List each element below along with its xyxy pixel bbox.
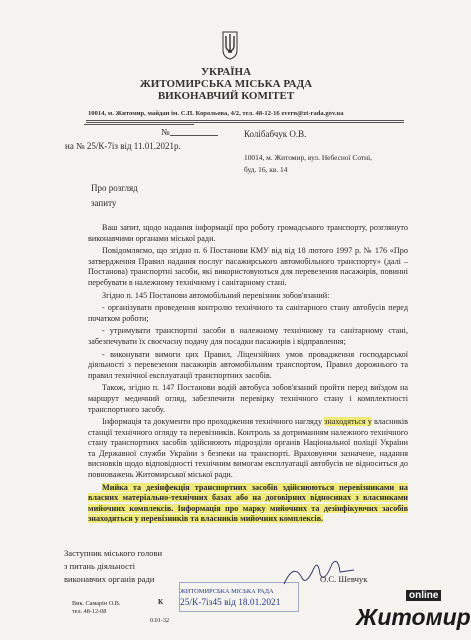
council-title: ЖИТОМИРСЬКА МІСЬКА РАДА (139, 78, 313, 90)
form-code: 0.01-32 (150, 617, 170, 624)
body-paragraph: - утримувати транспортні засоби в належному технічному та санітарному стані, забезпечувати їх своєчасну подачу для посадки пасажирів і відправлення; (88, 326, 408, 346)
committee-title: ВИКОНАВЧИЙ КОМІТЕТ (157, 90, 295, 102)
executor-name: Вик. Самарін О.В. (72, 600, 121, 607)
body-paragraph: - виконувати вимоги цих Правил, Ліцензійних умов провадження господарської діяльності з перевезення пасажирів автомобільним транспортом, Правил дорожнього та правил технічної експлуатації транспортних засобів. (88, 349, 408, 380)
letter-body (88, 223, 408, 527)
signatory-title-line: Заступник міського голови (64, 548, 163, 558)
signer-name: О.С. Шевчук (320, 574, 368, 584)
outgoing-number-label: № (161, 127, 170, 137)
recipient-address-line: 10014, м. Житомир, вул. Небесної Сотні, (244, 153, 373, 162)
body-paragraph: Ваш запит, щодо надання інформації про роботу громадського транспорту, розглянуто виконавчими органами міської ради. (88, 223, 408, 243)
k-mark: К (158, 598, 164, 606)
sender-address: 10014, м. Житомир, майдан ім. С.П. Корольова, 4/2, тел. 48-12-16 zvern@zt-rada.gov.ua (88, 110, 344, 117)
highlighted-text: Мийка та дезінфекція транспортних засобів здійснюються перевізниками на власних матеріально-технічних базах або на договірних відносинах з власниками мийочних комплексів. Інформація про марку мийочних та дезінфікуючих засобів знаходяться у перевізників та власників мийочних комплексів. (88, 482, 408, 524)
trident-coat-of-arms-icon (222, 30, 238, 60)
incoming-reference: на № 25/К-7із від 11.01.2021р. (65, 141, 181, 151)
date-blank-line (84, 124, 194, 125)
signatory-title-line: виконавчих органів ради (64, 574, 155, 584)
header-divider-bottom (86, 122, 404, 123)
watermark-logo-word: Житомир (356, 604, 471, 630)
body-paragraph: Повідомляємо, що згідно п. 6 Постанови КМУ від від 18 лютого 1997 р. № 176 «Про затвердження Правил надання послуг пасажирського автомобільного транспорту» (далі – Постанова) транспортні засоби, які використовуються для перевезення пасажирів, повинні перебувати в належному технічному і санітарному стані. (88, 246, 408, 287)
stamp-registration-number: 25/К-7із45 від 18.01.2021 (180, 598, 281, 608)
executor-phone: тел. 48-12-08 (72, 608, 107, 615)
stamp-issuer: ЖИТОМИРСЬКА МІСЬКА РАДА (180, 588, 274, 595)
country-title: УКРАЇНА (200, 66, 252, 78)
body-paragraph: Згідно п. 145 Постанови автомобільний перевізник зобов'язаний: (102, 290, 330, 300)
highlighted-text: знаходяться у (324, 417, 372, 427)
body-paragraph-highlighted (88, 483, 408, 525)
subject-line: Про розгляд (91, 183, 138, 193)
body-text: власників станції технічного огляду та перевізників. Контроль за дотриманням належного технічного стану транспортних засобів здійснюють підрозділи органів Національної поліції України та Державної служби України з безпеки на транспорті. Враховуючи зазначене, надання висновків щодо відповідності технічним вимогам експлуатації автобусів не відноситься до повноважень Житомирської міської ради. (88, 417, 408, 480)
body-paragraph: Також, згідно п. 147 Постанови водій автобуса зобов'язаний пройти перед виїздом на маршрут медичний огляд, забезпечити перевірку технічного стану і комплектності транспортного засобу. (88, 383, 408, 414)
recipient-name: Колібабчук О.В. (244, 129, 307, 139)
signatory-title-line: з питань діяльності (64, 561, 136, 571)
recipient-address-line: буд. 16, кв. 14 (244, 165, 288, 174)
body-paragraph (88, 417, 408, 481)
body-paragraph: - організувати проведення контролю технічного та санітарного стану автобусів перед початком роботи; (88, 303, 408, 323)
header-divider-top (86, 120, 404, 121)
outgoing-number-blank (170, 135, 218, 136)
body-text: Інформація та документи про проходження технічного нагляду (102, 417, 325, 427)
subject-line: запиту (91, 198, 117, 208)
watermark-online-badge: online (406, 590, 441, 601)
